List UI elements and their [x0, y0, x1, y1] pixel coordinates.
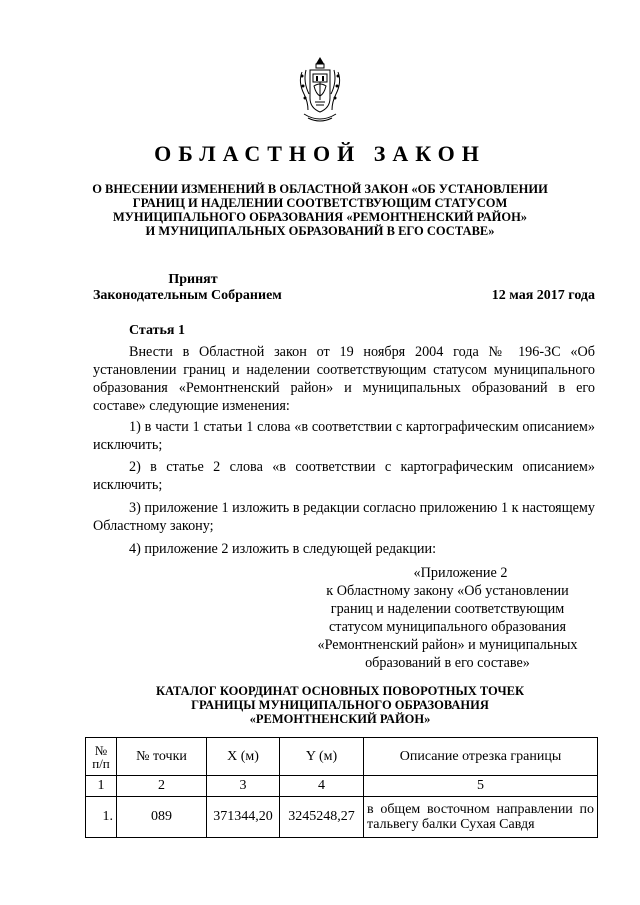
subtitle-line: И МУНИЦИПАЛЬНЫХ ОБРАЗОВАНИЙ В ЕГО СОСТАВЕ» [145, 224, 495, 238]
table-cell: в общем восточном направлении по тальвегу балки Сухая Савдя [364, 797, 598, 838]
appendix-block [300, 564, 595, 672]
law-title: ОБЛАСТНОЙ ЗАКОН [154, 141, 486, 166]
subtitle-line: ГРАНИЦ И НАДЕЛЕНИИ СООТВЕТСТВУЮЩИМ СТАТУСОМ [132, 196, 508, 210]
subtitle-line: О ВНЕСЕНИИ ИЗМЕНЕНИЙ В ОБЛАСТНОЙ ЗАКОН «ОБ УСТАНОВЛЕНИИ [92, 182, 548, 196]
appendix-title: «Приложение 2 [413, 565, 508, 581]
appendix-line: образований в его составе» [365, 655, 530, 671]
column-header: Y (м) [280, 738, 364, 776]
catalog-title-line: КАТАЛОГ КООРДИНАТ ОСНОВНЫХ ПОВОРОТНЫХ ТОЧЕК [155, 684, 525, 698]
appendix-line: к Областному закону «Об установлении [326, 583, 569, 599]
table-header-row [86, 738, 598, 776]
column-number: 4 [280, 776, 364, 797]
catalog-title-line: «РЕМОНТНЕНСКИЙ РАЙОН» [249, 712, 431, 726]
appendix-line: «Ремонтненский район» и муниципальных [317, 637, 578, 653]
coat-of-arms-emblem [296, 56, 344, 126]
column-header: X (м) [207, 738, 280, 776]
column-header: № п/п [86, 738, 117, 776]
article-paragraph: Внести в Областной закон от 19 ноября 2004 года № 196-ЗС «Об установлении границ и наделении соответствующим статусом муниципального образования «Ремонтненский район» и муниципальных образований в его составе» следующие изменения: [93, 344, 595, 414]
adoption-date: 12 мая 2017 года [491, 288, 595, 303]
article-paragraph: 1) в части 1 статьи 1 слова «в соответствии с картографическим описанием» исключить; [93, 419, 595, 453]
appendix-line: статусом муниципального образования [329, 619, 566, 635]
table-cell: 3245248,27 [280, 797, 364, 838]
column-header: Описание отрезка границы [364, 738, 598, 776]
article-heading: Статья 1 [129, 323, 185, 338]
column-number: 3 [207, 776, 280, 797]
table-row [86, 797, 598, 838]
column-number-row [86, 776, 598, 797]
subtitle-line: МУНИЦИПАЛЬНОГО ОБРАЗОВАНИЯ «РЕМОНТНЕНСКИЙ РАЙОН» [112, 210, 528, 224]
catalog-title [100, 684, 580, 726]
coordinates-table [85, 737, 598, 838]
appendix-line: границ и наделении соответствующим [330, 601, 565, 617]
adopted-by-label: Законодательным Собранием [93, 288, 282, 303]
law-subtitle [60, 182, 580, 238]
column-number: 5 [364, 776, 598, 797]
column-number: 2 [117, 776, 207, 797]
catalog-title-line: ГРАНИЦЫ МУНИЦИПАЛЬНОГО ОБРАЗОВАНИЯ [191, 698, 489, 712]
article-paragraph: 3) приложение 1 изложить в редакции согласно приложению 1 к настоящему Областному закону; [93, 500, 595, 534]
table-cell: 1. [86, 797, 117, 838]
column-number: 1 [86, 776, 117, 797]
table-cell: 371344,20 [207, 797, 280, 838]
column-header: № точки [117, 738, 207, 776]
table-cell: 089 [117, 797, 207, 838]
article-paragraph: 2) в статье 2 слова «в соответствии с картографическим описанием» исключить; [93, 459, 595, 493]
adopted-label: Принят [168, 272, 218, 287]
article-paragraph: 4) приложение 2 изложить в следующей редакции: [129, 541, 437, 557]
